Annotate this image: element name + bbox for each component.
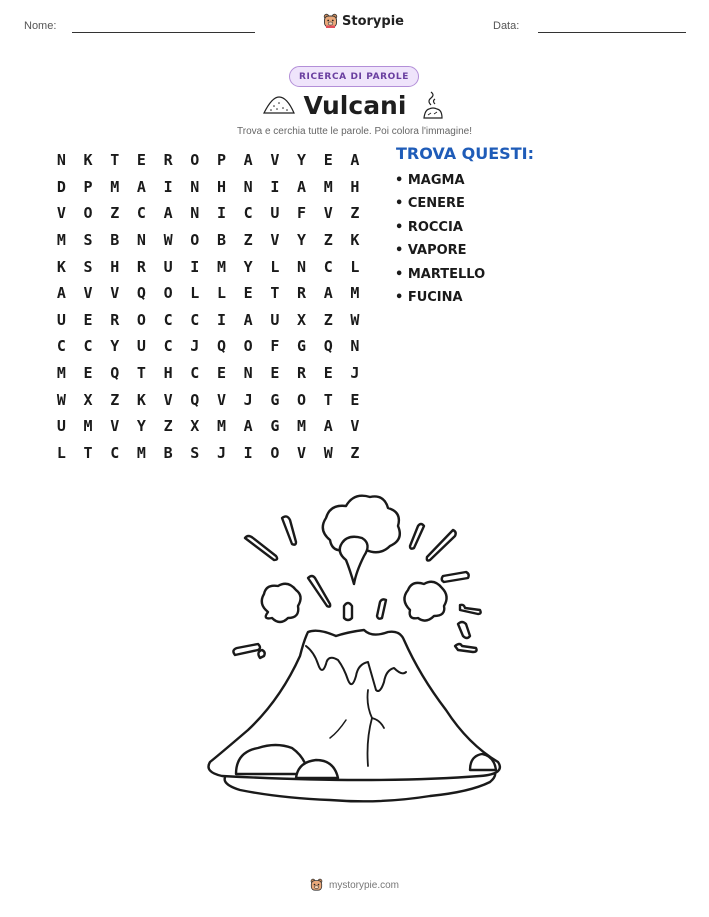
grid-letter[interactable]: K xyxy=(56,257,66,276)
volcano-illustration[interactable] xyxy=(200,488,510,806)
grid-letter[interactable]: Z xyxy=(350,204,360,223)
grid-letter[interactable]: F xyxy=(297,204,307,223)
grid-letter[interactable]: J xyxy=(350,364,360,383)
grid-letter[interactable]: U xyxy=(163,257,173,276)
grid-letter[interactable]: E xyxy=(83,310,93,329)
grid-letter[interactable]: X xyxy=(83,390,93,409)
grid-letter[interactable]: T xyxy=(110,151,120,170)
grid-letter[interactable]: F xyxy=(270,337,280,356)
grid-letter[interactable]: E xyxy=(83,364,93,383)
grid-letter[interactable]: O xyxy=(270,443,280,462)
grid-letter[interactable]: L xyxy=(270,257,280,276)
grid-letter[interactable]: V xyxy=(110,417,120,436)
footer-url[interactable]: mystorypie.com xyxy=(328,879,399,891)
grid-letter[interactable]: Z xyxy=(323,310,333,329)
grid-letter[interactable]: S xyxy=(190,443,200,462)
grid-letter[interactable]: P xyxy=(216,151,226,170)
grid-row xyxy=(48,440,368,467)
grid-letter[interactable]: Q xyxy=(110,364,120,383)
grid-letter[interactable]: X xyxy=(190,417,200,436)
grid-letter[interactable]: E xyxy=(216,364,226,383)
grid-letter[interactable]: Y xyxy=(243,257,253,276)
grid-letter[interactable]: Q xyxy=(190,390,200,409)
grid-letter[interactable]: A xyxy=(136,177,146,196)
date-line[interactable] xyxy=(538,32,686,33)
grid-letter[interactable]: V xyxy=(270,231,280,250)
grid-letter[interactable]: O xyxy=(243,337,253,356)
grid-row xyxy=(48,360,368,387)
grid-letter[interactable]: W xyxy=(323,443,333,462)
grid-letter[interactable]: Z xyxy=(110,390,120,409)
grid-letter[interactable]: E xyxy=(323,151,333,170)
grid-letter[interactable]: V xyxy=(270,151,280,170)
grid-letter[interactable]: K xyxy=(350,231,360,250)
grid-letter[interactable]: C xyxy=(163,310,173,329)
grid-letter[interactable]: N xyxy=(243,177,253,196)
grid-letter[interactable]: C xyxy=(136,204,146,223)
grid-letter[interactable]: V xyxy=(216,390,226,409)
grid-letter[interactable]: V xyxy=(323,204,333,223)
grid-letter[interactable]: O xyxy=(190,231,200,250)
grid-letter[interactable]: T xyxy=(136,364,146,383)
grid-letter[interactable]: C xyxy=(190,310,200,329)
grid-letter[interactable]: E xyxy=(136,151,146,170)
grid-letter[interactable]: C xyxy=(110,443,120,462)
grid-letter[interactable]: U xyxy=(270,204,280,223)
grid-letter[interactable]: J xyxy=(243,390,253,409)
grid-letter[interactable]: Q xyxy=(216,337,226,356)
grid-letter[interactable]: O xyxy=(163,284,173,303)
grid-letter[interactable]: Z xyxy=(350,443,360,462)
grid-letter[interactable]: X xyxy=(297,310,307,329)
grid-letter[interactable]: V xyxy=(297,443,307,462)
grid-letter[interactable]: M xyxy=(323,177,333,196)
grid-letter[interactable]: C xyxy=(163,337,173,356)
grid-letter[interactable]: G xyxy=(270,417,280,436)
grid-letter[interactable]: V xyxy=(83,284,93,303)
grid-letter[interactable]: C xyxy=(243,204,253,223)
grid-letter[interactable]: V xyxy=(110,284,120,303)
grid-row xyxy=(48,413,368,440)
grid-letter[interactable]: R xyxy=(163,151,173,170)
word-search-grid xyxy=(48,147,368,466)
grid-letter[interactable]: A xyxy=(323,284,333,303)
grid-letter[interactable]: J xyxy=(190,337,200,356)
grid-letter[interactable]: M xyxy=(83,417,93,436)
grid-letter[interactable]: Y xyxy=(136,417,146,436)
grid-letter[interactable]: H xyxy=(350,177,360,196)
grid-row xyxy=(48,227,368,254)
grid-letter[interactable]: W xyxy=(350,310,360,329)
bear-logo-icon xyxy=(323,13,338,29)
grid-letter[interactable]: L xyxy=(190,284,200,303)
grid-letter[interactable]: C xyxy=(56,337,66,356)
grid-letter[interactable]: N xyxy=(190,177,200,196)
grid-letter[interactable]: A xyxy=(56,284,66,303)
page-title: Vulcani xyxy=(303,91,407,120)
word-item: • FUCINA xyxy=(395,289,463,305)
grid-row xyxy=(48,174,368,201)
grid-letter[interactable]: Z xyxy=(163,417,173,436)
grid-letter[interactable]: D xyxy=(56,177,66,196)
grid-letter[interactable]: Z xyxy=(110,204,120,223)
grid-letter[interactable]: I xyxy=(163,177,173,196)
name-label: Nome: xyxy=(24,20,57,32)
grid-letter[interactable]: E xyxy=(270,364,280,383)
grid-letter[interactable]: S xyxy=(83,231,93,250)
grid-letter[interactable]: A xyxy=(243,151,253,170)
grid-letter[interactable]: H xyxy=(110,257,120,276)
word-list-title: TROVA QUESTI: xyxy=(396,144,534,163)
grid-letter[interactable]: A xyxy=(163,204,173,223)
grid-letter[interactable]: B xyxy=(163,443,173,462)
grid-letter[interactable]: A xyxy=(297,177,307,196)
grid-row xyxy=(48,280,368,307)
grid-row xyxy=(48,333,368,360)
grid-letter[interactable]: U xyxy=(56,310,66,329)
grid-letter[interactable]: W xyxy=(163,231,173,250)
grid-letter[interactable]: U xyxy=(270,310,280,329)
word-item: • MAGMA xyxy=(395,173,465,188)
grid-letter[interactable]: V xyxy=(56,204,66,223)
grid-letter[interactable]: O xyxy=(297,390,307,409)
grid-letter[interactable]: U xyxy=(56,417,66,436)
grid-letter[interactable]: C xyxy=(83,337,93,356)
grid-letter[interactable]: L xyxy=(350,257,360,276)
grid-letter[interactable]: E xyxy=(323,364,333,383)
grid-letter[interactable]: L xyxy=(56,443,66,462)
grid-letter[interactable]: V xyxy=(350,417,360,436)
grid-letter[interactable]: W xyxy=(56,390,66,409)
grid-letter[interactable]: Y xyxy=(110,337,120,356)
grid-letter[interactable]: A xyxy=(243,417,253,436)
grid-letter[interactable]: M xyxy=(297,417,307,436)
grid-letter[interactable]: M xyxy=(56,364,66,383)
grid-letter[interactable]: I xyxy=(216,204,226,223)
grid-letter[interactable]: O xyxy=(190,151,200,170)
grid-letter[interactable]: I xyxy=(216,310,226,329)
grid-letter[interactable]: H xyxy=(216,177,226,196)
word-item: • CENERE xyxy=(395,196,465,212)
grid-letter[interactable]: O xyxy=(83,204,93,223)
grid-letter[interactable]: C xyxy=(190,364,200,383)
grid-letter[interactable]: A xyxy=(323,417,333,436)
brand-logo xyxy=(323,13,404,29)
grid-letter[interactable]: B xyxy=(110,231,120,250)
grid-row xyxy=(48,253,368,280)
grid-letter[interactable]: Q xyxy=(136,284,146,303)
word-item: • ROCCIA xyxy=(395,219,463,235)
grid-letter[interactable]: E xyxy=(350,390,360,409)
grid-row xyxy=(48,386,368,413)
grid-letter[interactable]: A xyxy=(350,151,360,170)
grid-letter[interactable]: A xyxy=(243,310,253,329)
instructions: Trova e cerchia tutte le parole. Poi colora l'immagine! xyxy=(237,126,472,137)
grid-letter[interactable]: H xyxy=(163,364,173,383)
grid-letter[interactable]: Z xyxy=(323,231,333,250)
grid-row xyxy=(48,147,368,174)
grid-letter[interactable]: I xyxy=(190,257,200,276)
grid-letter[interactable]: I xyxy=(270,177,280,196)
grid-letter[interactable]: G xyxy=(270,390,280,409)
grid-letter[interactable]: G xyxy=(297,337,307,356)
grid-letter[interactable]: O xyxy=(136,310,146,329)
grid-letter[interactable]: Q xyxy=(323,337,333,356)
footer xyxy=(0,878,709,892)
grid-letter[interactable]: M xyxy=(110,177,120,196)
grid-letter[interactable]: C xyxy=(323,257,333,276)
grid-letter[interactable]: Y xyxy=(297,151,307,170)
grid-letter[interactable]: K xyxy=(83,151,93,170)
grid-letter[interactable]: U xyxy=(136,337,146,356)
grid-letter[interactable]: B xyxy=(216,231,226,250)
grid-letter[interactable]: T xyxy=(270,284,280,303)
grid-row xyxy=(48,200,368,227)
grid-letter[interactable]: Z xyxy=(243,231,253,250)
grid-letter[interactable]: N xyxy=(350,337,360,356)
grid-letter[interactable]: N xyxy=(297,257,307,276)
grid-letter[interactable]: M xyxy=(136,443,146,462)
date-label: Data: xyxy=(493,20,520,32)
grid-letter[interactable]: K xyxy=(136,390,146,409)
brand-name: Storypie xyxy=(342,13,404,29)
grid-letter[interactable]: I xyxy=(243,443,253,462)
grid-letter[interactable]: R xyxy=(297,284,307,303)
grid-letter[interactable]: N xyxy=(56,151,66,170)
grid-letter[interactable]: S xyxy=(83,257,93,276)
grid-letter[interactable]: M xyxy=(350,284,360,303)
grid-row xyxy=(48,307,368,334)
grid-letter[interactable]: N xyxy=(136,231,146,250)
grid-letter[interactable]: P xyxy=(83,177,93,196)
grid-letter[interactable]: R xyxy=(110,310,120,329)
grid-letter[interactable]: T xyxy=(323,390,333,409)
grid-letter[interactable]: T xyxy=(83,443,93,462)
grid-letter[interactable]: R xyxy=(297,364,307,383)
grid-letter[interactable]: V xyxy=(163,390,173,409)
grid-letter[interactable]: M xyxy=(216,417,226,436)
name-line[interactable] xyxy=(72,32,255,33)
word-item: • MARTELLO xyxy=(395,266,486,282)
grid-letter[interactable]: M xyxy=(56,231,66,250)
bear-logo-icon xyxy=(310,878,323,892)
grid-letter[interactable]: M xyxy=(216,257,226,276)
grid-letter[interactable]: E xyxy=(243,284,253,303)
grid-letter[interactable]: Y xyxy=(297,231,307,250)
word-list xyxy=(395,171,485,311)
grid-letter[interactable]: L xyxy=(216,284,226,303)
grid-letter[interactable]: J xyxy=(216,443,226,462)
steaming-rock-icon xyxy=(421,91,445,121)
category-badge: RICERCA DI PAROLE xyxy=(289,66,419,87)
grid-letter[interactable]: N xyxy=(190,204,200,223)
word-item: • VAPORE xyxy=(395,243,467,259)
grid-letter[interactable]: R xyxy=(136,257,146,276)
grid-letter[interactable]: N xyxy=(243,364,253,383)
